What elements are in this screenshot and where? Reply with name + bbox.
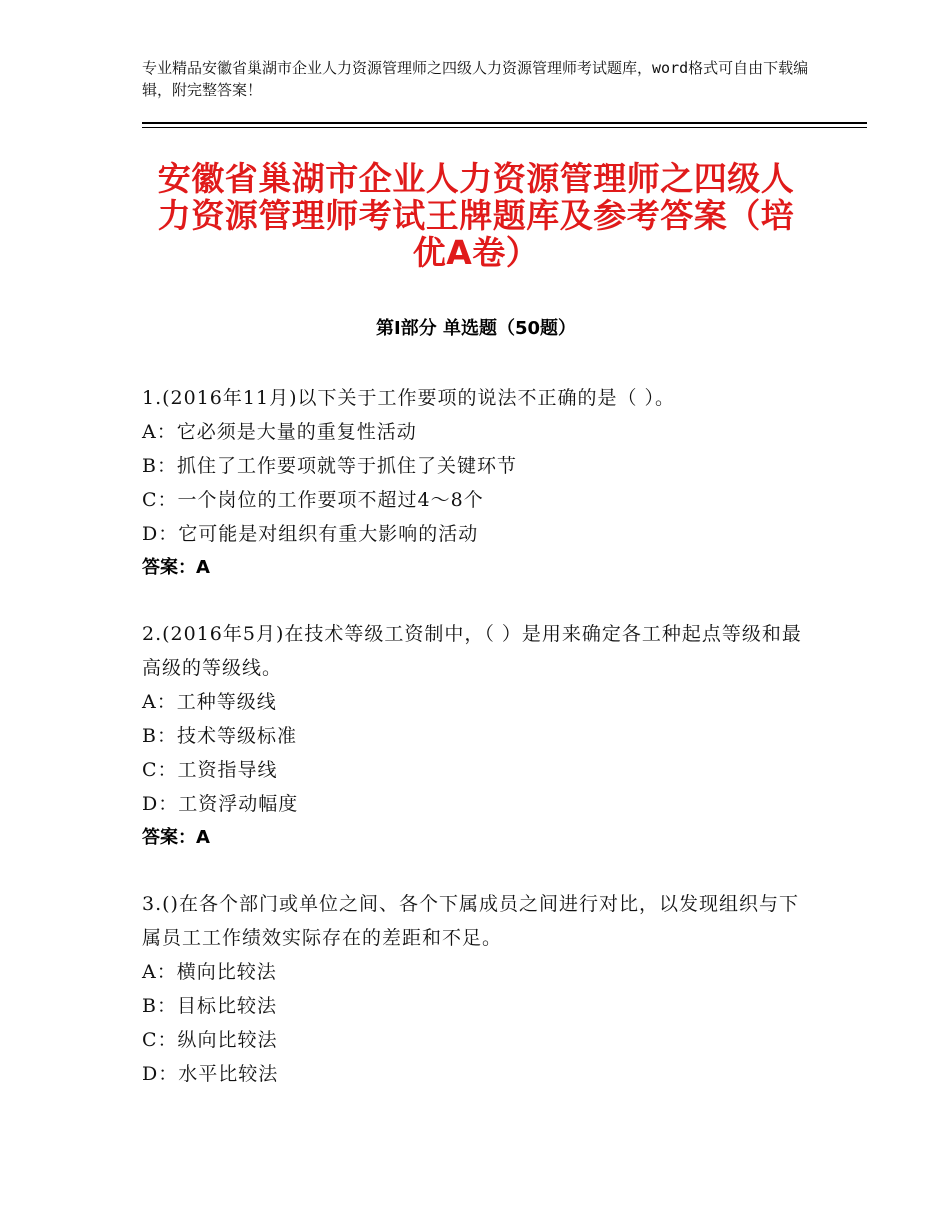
option-b: B：目标比较法: [142, 995, 277, 1017]
option-a: A：工种等级线: [142, 691, 277, 713]
question-list: [142, 381, 810, 1123]
option-c: C：一个岗位的工作要项不超过4～8个: [142, 489, 484, 511]
answer-line: 答案：A: [142, 827, 210, 848]
question-1: [142, 381, 810, 585]
option-d: D：它可能是对组织有重大影响的活动: [142, 523, 479, 545]
header-rule-thin: [142, 127, 867, 128]
header-rule-thick: [142, 122, 867, 124]
header-note: 专业精品安徽省巢湖市企业人力资源管理师之四级人力资源管理师考试题库，word格式可自由下载编辑，附完整答案！: [142, 59, 809, 99]
option-a: A：横向比较法: [142, 961, 277, 983]
option-b: B：抓住了工作要项就等于抓住了关键环节: [142, 455, 517, 477]
question-stem: 3.()在各个部门或单位之间、各个下属成员之间进行对比，以发现组织与下属员工工作绩效实际存在的差距和不足。: [142, 893, 799, 949]
option-d: D：工资浮动幅度: [142, 793, 299, 815]
option-d: D：水平比较法: [142, 1063, 279, 1085]
question-2: [142, 617, 810, 855]
option-c: C：工资指导线: [142, 759, 278, 781]
document-title: 安徽省巢湖市企业人力资源管理师之四级人力资源管理师考试王牌题库及参考答案（培优A卷）: [157, 159, 795, 272]
section-title: 第Ⅰ部分 单选题（50题）: [375, 318, 576, 339]
option-b: B：技术等级标准: [142, 725, 297, 747]
question-stem: 1.(2016年11月)以下关于工作要项的说法不正确的是（ ）。: [142, 387, 676, 409]
option-c: C：纵向比较法: [142, 1029, 278, 1051]
question-stem: 2.(2016年5月)在技术等级工资制中，（ ）是用来确定各工种起点等级和最高级的等级线。: [142, 623, 802, 679]
question-3: [142, 887, 810, 1091]
option-a: A：它必须是大量的重复性活动: [142, 421, 417, 443]
answer-line: 答案：A: [142, 557, 210, 578]
